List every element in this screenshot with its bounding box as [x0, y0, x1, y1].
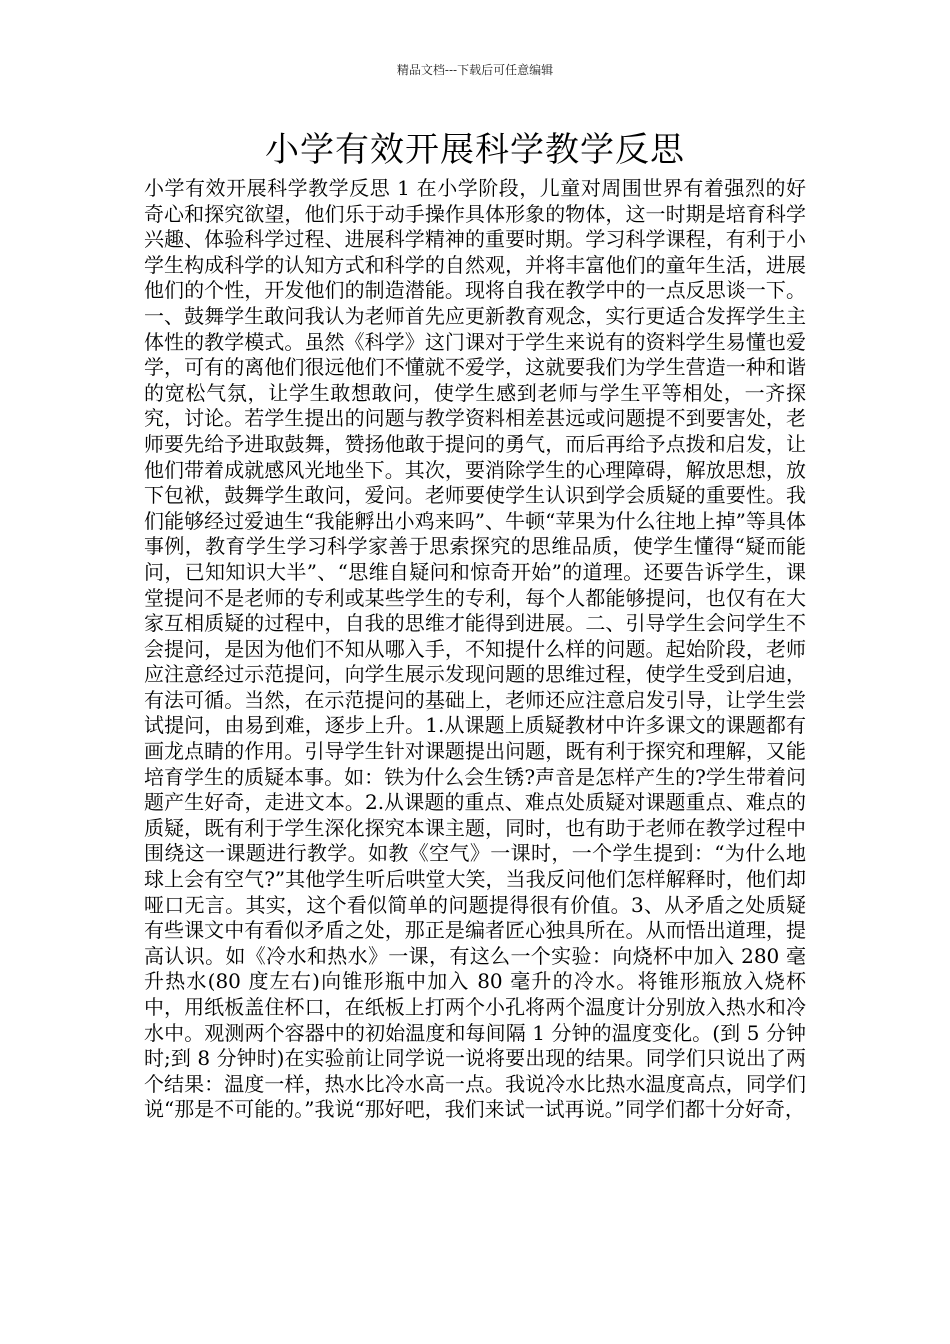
document-title: 小学有效开展科学教学反思 [265, 130, 685, 170]
body-paragraph: 小学有效开展科学教学反思 1 在小学阶段，儿童对周围世界有着强烈的好奇心和探究欲望，他们乐于动手操作具体形象的物体，这一时期是培育科学兴趣、体验科学过程、进展科学精神的重要时期。学习科学课程，有利于小学生构成科学的认知方式和科学的自然观，并将丰富他们的童年生活，进展他们的个性，开发他们的制造潜能。现将自我在教学中的一点反思谈一下。一、鼓舞学生敢问我认为老师首先应更新教育观念，实行更适合发挥学生主体性的教学模式。虽然《科学》这门课对于学生来说有的资料学生易懂也爱学，可有的离他们很远他们不懂就不爱学，这就要我们为学生营造一种和谐的宽松气氛，让学生敢想敢问，使学生感到老师与学生平等相处，一齐探究，讨论。若学生提出的问题与教学资料相差甚远或问题提不到要害处，老师要先给予进取鼓舞，赞扬他敢于提问的勇气，而后再给予点拨和启发，让他们带着成就感风光地坐下。其次，要消除学生的心理障碍，解放思想，放下包袱，鼓舞学生敢问，爱问。老师要使学生认识到学会质疑的重要性。我们能够经过爱迪生“我能孵出小鸡来吗”、牛顿“苹果为什么往地上掉”等具体事例，教育学生学习科学家善于思索探究的思维品质，使学生懂得“疑而能问，已知知识大半”、“思维自疑问和惊奇开始”的道理。还要告诉学生，课堂提问不是老师的专利或某些学生的专利，每个人都能够提问，也仅有在大家互相质疑的过程中，自我的思维才能得到进展。二、引导学生会问学生不会提问，是因为他们不知从哪入手，不知提什么样的问题。起始阶段，老师应注意经过示范提问，向学生展示发现问题的思维过程，使学生受到启迪，有法可循。当然，在示范提问的基础上，老师还应注意启发引导，让学生尝试提问，由易到难，逐步上升。1.从课题上质疑教材中许多课文的课题都有画龙点睛的作用。引导学生针对课题提出问题，既有利于探究和理解，又能培育学生的质疑本事。如：铁为什么会生锈?声音是怎样产生的?学生带着问题产生好奇，走进文本。2.从课题的重点、难点处质疑对课题重点、难点的质疑，既有利于学生深化探究本课主题，同时，也有助于老师在教学过程中围绕这一课题进行教学。如教《空气》一课时，一个学生提到：“为什么地球上会有空气?”其他学生听后哄堂大笑，当我反问他们怎样解释时，他们却哑口无言。其实，这个看似简单的问题提得很有价值。3、从矛盾之处质疑有些课文中有看似矛盾之处，那正是编者匠心独具所在。从而悟出道理，提高认识。如《冷水和热水》一课，有这么一个实验：向烧杯中加入 280 毫升热水(80 度左右)向锥形瓶中加入 80 毫升的冷水。将锥形瓶放入烧杯中，用纸板盖住杯口，在纸板上打两个小孔将两个温度计分别放入热水和冷水中。观测两个容器中的初始温度和每间隔 1 分钟的温度变化。(到 5 分钟时;到 8 分钟时)在实验前让同学说一说将要出现的结果。同学们只说出了两个结果：温度一样，热水比冷水高一点。我说冷水比热水温度高点，同学们说“那是不可能的。”我说“那好吧，我们来试一试再说。”同学们都十分好奇， [144, 176, 806, 1122]
page-header: 精品文档---下载后可任意编辑 [396, 63, 554, 77]
